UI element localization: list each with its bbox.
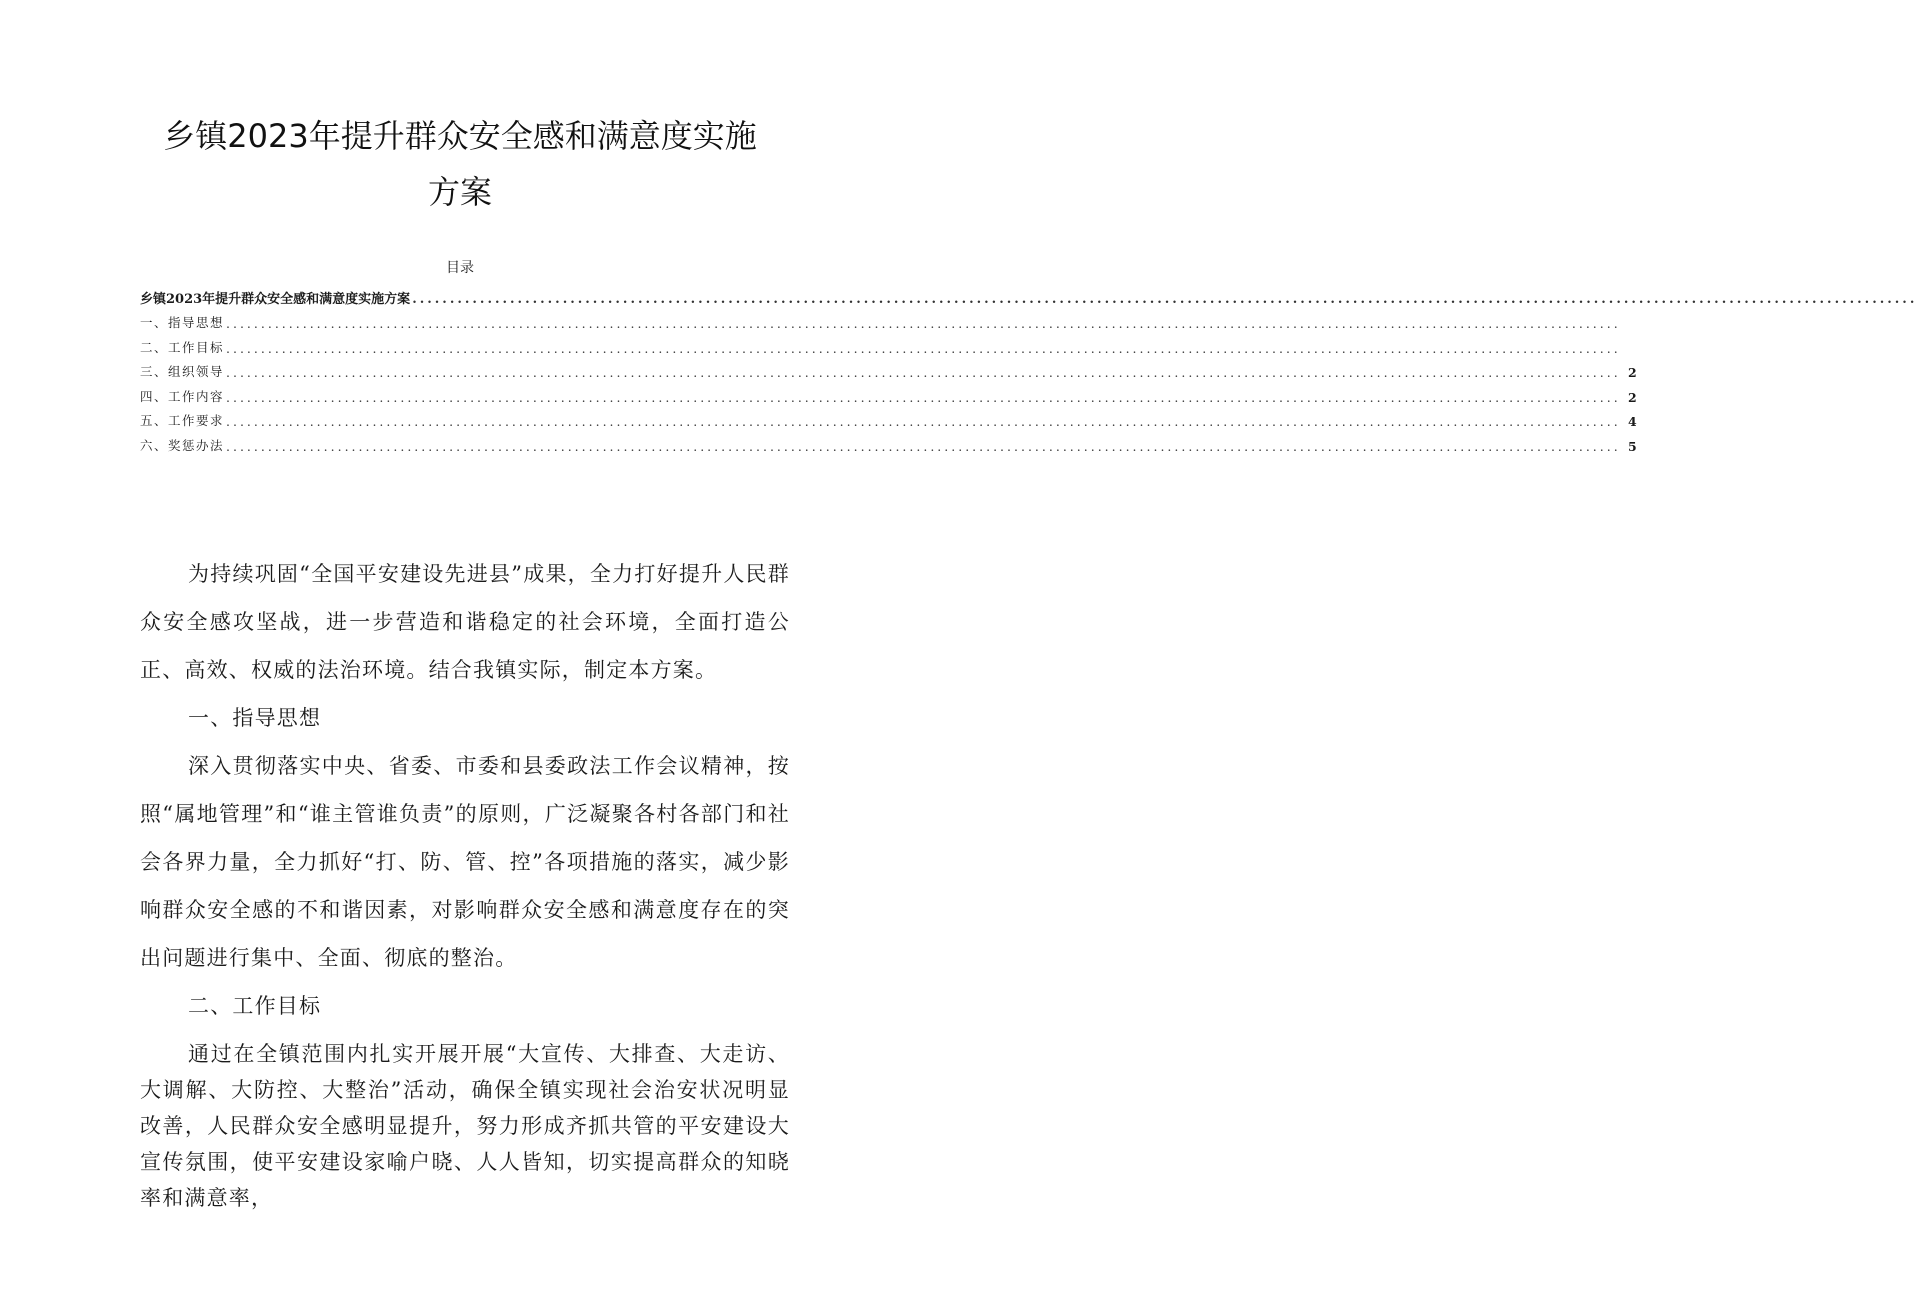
document-body <box>140 550 790 1216</box>
toc-entry-page: 5 <box>1628 438 1637 454</box>
toc-leader-dots: ........................................................................................................................................................................................................ <box>412 291 1917 307</box>
toc-entry-work-content[interactable] <box>140 380 1637 405</box>
toc-entry-label: 乡镇2023年提升群众安全感和满意度实施方案 <box>140 291 411 307</box>
toc-entry-page: 2 <box>1628 389 1637 405</box>
intro-paragraph: 为持续巩固“全国平安建设先进县”成果，全力打好提升人民群众安全感攻坚战，进一步营造和谐稳定的社会环境，全面打造公正、高效、权威的法治环境。结合我镇实际，制定本方案。 <box>140 562 790 682</box>
toc-entry-title[interactable] <box>140 282 1917 307</box>
toc-leader-dots: ........................................................................................................................................................................................................ <box>226 340 1621 356</box>
toc-leader-dots: ........................................................................................................................................................................................................ <box>226 365 1621 380</box>
toc-entry-organization[interactable] <box>140 356 1637 381</box>
toc-entry-page: 2 <box>1628 365 1637 380</box>
toc-entry-label: 一、指导思想 <box>140 315 225 330</box>
section-heading-guiding-thought: 一、指导思想 <box>188 706 322 730</box>
toc-heading: 目录 <box>446 260 474 276</box>
toc-entry-label: 六、奖惩办法 <box>140 437 225 453</box>
title-line-2: 方案 <box>427 173 492 211</box>
work-goals-paragraph: 通过在全镇范围内扎实开展开展“大宣传、大排查、大走访、大调解、大防控、大整治”活动，确保全镇实现社会治安状况明显改善，人民群众安全感明显提升，努力形成齐抓共管的平安建设大宣传氛围，使平安建设家喻户晓、人人皆知，切实提高群众的知晓率和满意率， <box>140 1042 790 1210</box>
toc-entry-label: 三、组织领导 <box>140 364 225 379</box>
toc-entry-page: 4 <box>1628 414 1637 429</box>
toc-entry-work-goals[interactable] <box>140 331 1621 356</box>
toc-leader-dots: ........................................................................................................................................................................................................ <box>226 389 1621 405</box>
toc-entry-work-requirements[interactable] <box>140 405 1637 430</box>
toc-entry-label: 二、工作目标 <box>140 339 225 355</box>
toc-leader-dots: ........................................................................................................................................................................................................ <box>226 414 1621 429</box>
table-of-contents <box>140 258 1917 454</box>
toc-entry-label: 四、工作内容 <box>140 388 225 404</box>
document-title <box>100 108 820 220</box>
guiding-thought-paragraph: 深入贯彻落实中央、省委、市委和县委政法工作会议精神，按照“属地管理”和“谁主管谁负责”的原则，广泛凝聚各村各部门和社会各界力量，全力抓好“打、防、管、控”各项措施的落实，减少影响群众安全感的不和谐因素，对影响群众安全感和满意度存在的突出问题进行集中、全面、彻底的整治。 <box>140 754 790 970</box>
section-heading-work-goals: 二、工作目标 <box>188 994 322 1018</box>
toc-entry-label: 五、工作要求 <box>140 413 225 428</box>
toc-leader-dots: ........................................................................................................................................................................................................ <box>226 438 1621 454</box>
toc-entry-rewards-penalties[interactable] <box>140 429 1637 454</box>
title-line-1: 乡镇2023年提升群众安全感和满意度实施 <box>163 117 757 155</box>
toc-leader-dots: ........................................................................................................................................................................................................ <box>226 316 1621 331</box>
toc-entry-guiding-thought[interactable] <box>140 307 1621 332</box>
